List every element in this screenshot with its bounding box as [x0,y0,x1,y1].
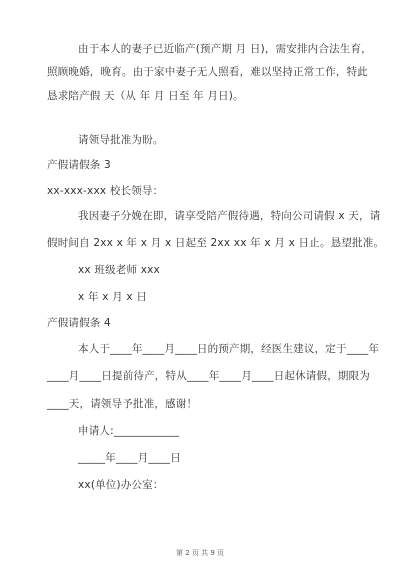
paragraph-line: 由于本人的妻子已近临产(预产期 月 日)，需安排内合法生育， [78,43,372,55]
paragraph-line: 照顾晚婚，晚育。由于家中妻子无人照看，难以坚持正常工作，特此 [47,66,368,78]
paragraph-line: 请领导批准为盼。 [78,134,164,146]
date-line: _____年____月____日 [78,452,181,464]
paragraph-line: 恳求陪产假 天（从 年 月 日至 年 月日)。 [47,90,244,102]
office-line: xx(单位)办公室： [78,479,164,491]
paragraph-line: ____天，请领导予批准，感谢！ [47,398,198,410]
date-line: x 年 x 月 x 日 [78,291,148,303]
section-heading: 产假请假条 4 [47,317,111,329]
section-heading: 产假请假条 3 [47,159,111,171]
applicant-line: 申请人:____________ [78,425,180,437]
paragraph-line: ____月____日提前待产，特从____年____月____日起休请假，期限为 [47,370,370,382]
page-footer: 第 2 页 共 9 页 [175,549,225,557]
paragraph-line: 我因妻子分娩在即，请享受陪产假待遇，特向公司请假 x 天，请 [78,210,381,222]
paragraph-line: 假时间自 2xx x 年 x 月 x 日起至 2xx xx 年 x 月 x 日止。恳望批准。 [47,237,385,249]
salutation: xx-xxx-xxx 校长领导： [47,185,164,197]
paragraph-line: 本人于____年____月____日的预产期，经医生建议，定于____年 [78,343,380,355]
signature-line: xx 班级老师 xxx [78,264,160,276]
